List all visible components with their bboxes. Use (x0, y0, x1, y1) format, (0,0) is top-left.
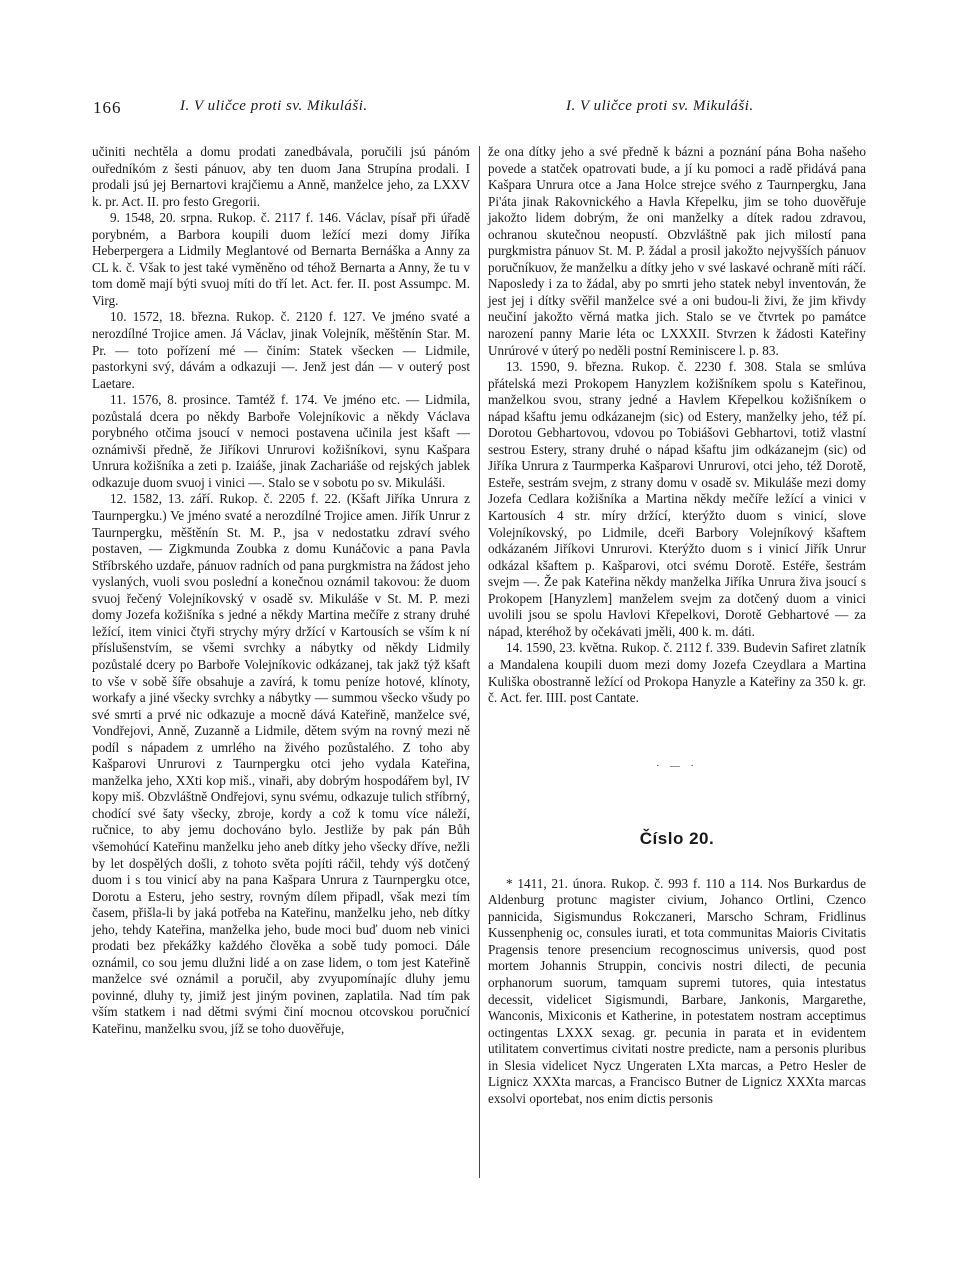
column-divider (479, 146, 480, 1178)
paragraph-entry-13: 13. 1590, 9. března. Rukop. č. 2230 f. 308. Stala se smlúva přátelská mezi Prokopem Hanyzlem kožišníkem spolu s Kateřinou, manželkou svou, strany jedné a Havlem Křepelkou kožišníkem o nápad kšaftu jemu odkázanejm (sic) od Estery, manželky jeho, též pí. Dorotou Gebhartovou, vdovou po Tobiášovi Gebhartovi, totiž vlastní sestrou Estery, strany druhé o nápad kšaftu jim odkázanejm (sic) od Jiříka Unrura z Taurmperka Kašparovi Unrurovi, otci jeho, též Dorotě, Esteře, sestrám svejm, z strany domu v osadě sv. Mikuláše mezi domy Jozefa Cedlara kožišníka a Martina někdy mečíře ležící a vinici v Kartousích 4 str. míry držící, kterýžto duom s vinicí, slove Volejníkovský, po Lidmile, dceři Barbory Volejníkový kšaftem odkázaném Jiříkovi Unrurovi. Kterýžto duom s i vinicí Jiřík Unrur odkázal kšaftem p. Kašparovi, otci svému Dorotě. Estéře, šestrám svejm —. Že pak Kateřina někdy manželka Jiříka Unrura živa jsoucí s Prokopem [Hanyzlem] manželem svejm za dotčený duom a vinici uvolili jsou se spolu Havlovi Křepelkovi, Dorotě Gebhartové — za nápad, kteréhož by očekávati jměli, 400 k. m. dáti. (488, 359, 866, 639)
running-title-left: I. V uličce proti sv. Mikuláši. (180, 98, 368, 114)
page-number: 166 (93, 98, 122, 117)
section-title: Číslo 20. (639, 829, 715, 849)
running-title-right: I. V uličce proti sv. Mikuláši. (566, 98, 754, 114)
right-column (488, 144, 866, 1107)
section-ornament: · — · (656, 760, 698, 772)
paragraph-entry-12: 12. 1582, 13. září. Rukop. č. 2205 f. 22. (Kšaft Jiříka Unrura z Taurnpergku.) Ve jméno svaté a nerozdílné Trojice amen. Jiřík Unrur z Taurnpergku, měštěnín St. M. P., jsa v nedostatku zdraví svého postaven, — Zigkmunda Zoubka z domu Kunáčovic a pana Pavla Stříbrského uzdaře, pánuov radních od pana purgkmistra na žádost jeho vyslaných, vuoli svou poslední a konečnou oznámil takovou: že duom svuoj řečený Volejníkovský v osadě sv. Mikuláše v St. M. P. mezi domy Jozefa kožišníka s jedné a někdy Martina mečíře z strany druhé ležící, item vinici čtyři strychy mýry držící v Kartousích se vším k ní příslušenstvím, se všemi svrchky a nábytky od někdy Lidmily pozůstalé dcery po Barboře Volejníkovic odkázanej, tak jakž týž kšaft to vše v sobě šíře obsahuje a zavírá, k tomu peníze hotové, klínoty, workafy a jiné všecky svrchky a nábytky — summou všecko všudy po své smrti a prvé nic odkazuje a mocně dává Kateřině, manželce své, Vondřejovi, Anně, Zuzanně a Lidmile, dětem svým na rovný mezi ně podíl s nápadem z umrlého na živého pozůstalého. Z toho aby Kašparovi Unrurovi z Taurnpergku otci jeho vydala Kateřina, manželka jeho, XXti kop miš., vinaři, aby dobrým hospodářem byl, IV kopy miš. Obzvláštně Ondřejovi, synu svému, odkazuje tulich stříbrný, chodící své šaty všecky, zbroje, kordy a což k tomu více náleží, ručnice, to aby jemu dochováno bylo. Jestliže by pak pán Bůh všemohúcí Kateřinu manželku jeho aneb dítky jeho všecky dříve, nežli by let dospělých došli, z tohoto světa pojíti ráčil, tehdy výš dotčený duom i s tou vinicí aby na pana Kašpara Unrura z Taurnpergku otce, Dorotu a Esteru, jeho sestry, rovným dílem připadl, však mezi tím časem, přišla-li by jaká potřeba na Kateřinu, manželku jeho, neb dítky jeho, tehdy Kateřina, manželka jeho, bude moci buď duom neb vinici prodati bez překážky každého člověka a sobě tudy pomoci. Dále oznámil, co sou jemu dlužni lidé a on zase lidem, o tom jest Kateřině manželce své oznámil a poručil, aby zvyupomínajíc dluhy jemu povinné, dluhy ty, jimiž jest jiným povinen, zaplatila. Nad tím pak vším statkem i nad dětmi svými činí mocnou otcovskou poručnicí Kateřinu, manželku svou, jíž se toho duověřuje, (92, 491, 470, 1036)
paragraph-entry-10: 10. 1572, 18. března. Rukop. č. 2120 f. 127. Ve jméno svaté a nerozdílné Trojice amen. Já Václav, jinak Volejník, měštěnín Star. M. Pr. — toto pořízení mé — činím: Statek všecken — Lidmile, pastorkyni svý, dávám a odkazuji —. Jenž jest dán — v outerý post Laetare. (92, 309, 470, 391)
left-column (92, 144, 470, 1038)
paragraph-section-20: * 1411, 21. února. Rukop. č. 993 f. 110 a 114. Nos Burkardus de Aldenburg protunc magister civium, Johanco Ortlini, Czenco pannicida, Sigismundus Rokczaneri, Marscho Schram, Fridlinus Kussenphenig oc, consules iurati, et tota communitas Maioris Civitatis Pragensis tenore presencium recognoscimus universis, quod post mortem Johannis Struppin, concivis nostri dilecti, de pecunia orphanorum suorum, tamquam supremi tutores, quia intestatus decessit, videlicet Sigismundi, Barbare, Jankonis, Margarethe, Wanconis, Mixiconis et Katherine, in potestatem nostram acceptimus octingentas LXXX sexag. gr. pecunia in parata et in evidentem utilitatem convertimus civitati nostre predicte, nam a personis pluribus in Slesia videlicet Nycz Ungeraten LXta marcas, a Petro Hesler de Lignicz XXXta marcas, a Francisco Butner de Lignicz XXXta marcas exsolvi oportebat, nos enim dictis personis (488, 875, 866, 1106)
paragraph-entry-11: 11. 1576, 8. prosince. Tamtéž f. 174. Ve jméno etc. — Lidmila, pozůstalá dcera po někdy Barboře Volejníkovic a někdy Václava porybného otčima jsoucí v nemoci postavena učinila jest kšaft — oznámivši předně, že Jiříkovi Unrurovi kožišníkovi, synu Kašpara Unrura kožišníka a zeti p. Izaiáše, jinak Zachariáše od rejských jablek odkazuje duom svuoj i vinici —. Stalo se v sobotu po sv. Mikuláši. (92, 392, 470, 490)
paragraph-entry-9: 9. 1548, 20. srpna. Rukop. č. 2117 f. 146. Václav, písař při úřadě porybném, a Barbora koupili duom ležící mezi domy Jiříka Heberpergera a Lidmily Meglantové od Bernarta Bernáška a Anny za CL k. č. Však to jest také vyměněno od téhož Bernarta a Anny, že tu v tom domě mají býti svuoj míti do tří let. Act. fer. II. post Assumpc. M. Virg. (92, 210, 470, 308)
paragraph: že ona dítky jeho a své předně k bázni a poznání pána Boha našeho povede a statček opatrovati bude, a jí ku pomoci a radě přidává pana Kašpara Unrura otce a Jana Holce strejce svého z Taurnpergku, Jana Pi'áta jinak Rakovnického a Havla Křepelku, jim se toho duověřuje jakožto lidem dobrým, že oni manželky a dítek radou zdravou, ochranou skutečnou neopustí. Obzvláštně pak jich milostí pana purgkmistra pánuov St. M. P. žádal a prosil jakožto nejvyšších pánuov poručníkuov, že manželku a dítky jeho v své laskavé ochraně míti ráčí. Naposledy i za to žádal, aby po smrti jeho statek nebyl inventován, že jest jej i dítky svěřil manželce své a oni budou-li živi, že jim křivdy neučiní jakožto věrná matka jich. Stalo se ve čtvrtek po památce narození panny Marie léta oc LXXXII. Stvrzen k žádosti Kateřiny Unrúrové v úterý po neděli postní Reminiscere l. p. 83. (488, 144, 866, 358)
running-header (0, 98, 960, 120)
paragraph-entry-14: 14. 1590, 23. května. Rukop. č. 2112 f. 339. Budevin Safiret zlatník a Mandalena koupili duom mezi domy Jozefa Czeydlara a Martina Kuliška obostranně ležící od Prokopa Hanyzle a Kateřiny za 350 k. gr. č. Act. fer. IIII. post Cantate. (488, 640, 866, 706)
paragraph: učiniti nechtěla a domu prodati zanedbávala, poručili jsú pánóm ouředníkóm z šesti pánuov, aby ten duom Jana Strupína prodali. I prodali jsú jej Bernartovi krajčiemu a Anně, manželce jeho, za LXXV k. pr. Act. II. pro festo Gregorii. (92, 144, 470, 209)
